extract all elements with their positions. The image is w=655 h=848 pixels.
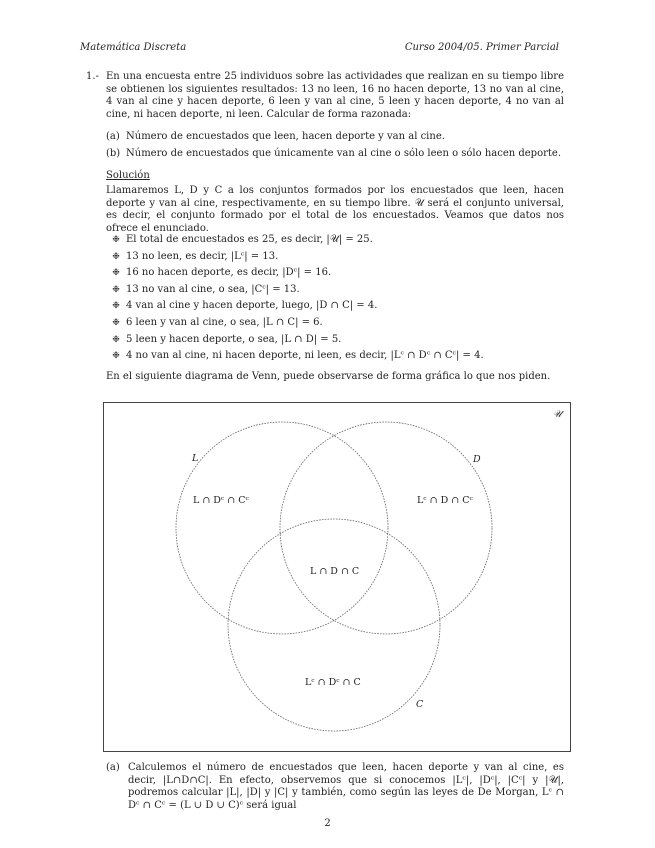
list-item: ❉ 4 van al cine y hacen deporte, luego, |D ∩ C| = 4. <box>106 298 566 315</box>
page-number: 2 <box>324 818 331 829</box>
problem-part-b <box>106 148 566 161</box>
problem-statement <box>86 71 564 121</box>
bullet-icon: ❉ <box>112 301 120 312</box>
header-exam-info: Curso 2004/05. Primer Parcial <box>404 42 559 53</box>
list-item: ❉ 5 leen y hacen deporte, o sea, |L ∩ D| = 5. <box>106 332 566 349</box>
list-item: ❉ 13 no van al cine, o sea, |Cᶜ| = 13. <box>106 282 566 299</box>
answer-a-tag: (a) <box>106 762 120 773</box>
region-all: L ∩ D ∩ C <box>310 566 360 577</box>
problem-number: 1.- <box>86 71 99 82</box>
list-item: ❉ 4 no van al cine, ni hacen deporte, ni leen, es decir, |Lᶜ ∩ Dᶜ ∩ Cᶜ| = 4. <box>106 348 566 365</box>
set-d-circle <box>280 422 492 634</box>
list-item: ❉ 13 no leen, es decir, |Lᶜ| = 13. <box>106 249 566 266</box>
set-c-circle <box>228 519 440 731</box>
venn-intro-text: En el siguiente diagrama de Venn, puede observarse de forma gráfica lo que nos piden. <box>106 371 551 382</box>
region-only-d: Lᶜ ∩ D ∩ Cᶜ <box>417 495 473 506</box>
part-b-tag: (b) <box>106 148 121 159</box>
universe-label: 𝒰 <box>553 409 562 420</box>
part-a-text: Número de encuestados que leen, hacen deporte y van al cine. <box>126 131 445 142</box>
part-b-text: Número de encuestados que únicamente van al cine o sólo leen o sólo hacen deporte. <box>126 148 561 159</box>
list-item: ❉ 6 leen y van al cine, o sea, |L ∩ C| = 6. <box>106 315 566 332</box>
bullet-icon: ❉ <box>112 317 120 328</box>
bullet-icon: ❉ <box>112 235 120 245</box>
bullet-icon: ❉ <box>112 284 120 295</box>
venn-diagram <box>103 402 571 752</box>
set-l-circle <box>176 422 388 634</box>
universe-rect <box>104 403 571 752</box>
part-a-tag: (a) <box>106 131 120 142</box>
list-item: ❉ El total de encuestados es 25, es decir, |𝒰| = 25. <box>106 232 566 249</box>
solution-title: Solución <box>106 170 150 181</box>
bullet-icon: ❉ <box>112 251 120 262</box>
set-l-label: L <box>192 453 199 464</box>
answer-a-text: Calculemos el número de encuestados que leen, hacen deporte y van al cine, es decir, |L∩D∩C|. En efecto, observemos que si conocemos |Lᶜ|, |Dᶜ|, |Cᶜ| y |𝒰|, podremos calcular |L|, |D| y |C| y también, como según las leyes de De Morgan, Lᶜ ∩ Dᶜ ∩ Cᶜ = (L ∪ D ∪ C)ᶜ será igual <box>128 762 564 811</box>
bullet-icon: ❉ <box>112 334 120 345</box>
set-c-label: C <box>416 699 424 710</box>
header-course-name: Matemática Discreta <box>80 42 187 53</box>
solution-intro: Llamaremos L, D y C a los conjuntos formados por los encuestados que leen, hacen deporte y van al cine, respectivamente, en su tiempo libre. 𝒰 será el conjunto universal, es decir, el conjunto formado por el total de los encuestados. Veamos que datos nos ofrece el enunciado. <box>106 185 564 234</box>
problem-text: En una encuesta entre 25 individuos sobre las actividades que realizan en su tiempo libre se obtienen los siguientes resultados: 13 no leen, 16 no hacen deporte, 13 no van al cine, 4 van al cine y hacen deporte, 6 leen y van al cine, 5 leen y hacen deporte, 4 no van al cine, ni hacen deporte, ni leen. Calcular de forma razonada: <box>106 71 564 120</box>
set-d-label: D <box>473 454 481 465</box>
region-only-l: L ∩ Dᶜ ∩ Cᶜ <box>193 495 249 506</box>
bullet-icon: ❉ <box>112 351 120 362</box>
given-data-list <box>106 232 566 365</box>
list-item: ❉ 16 no hacen deporte, es decir, |Dᶜ| = 16. <box>106 265 566 282</box>
region-only-c: Lᶜ ∩ Dᶜ ∩ C <box>305 677 361 688</box>
problem-part-a <box>106 131 566 144</box>
bullet-icon: ❉ <box>112 268 120 279</box>
answer-part-a <box>106 762 564 812</box>
